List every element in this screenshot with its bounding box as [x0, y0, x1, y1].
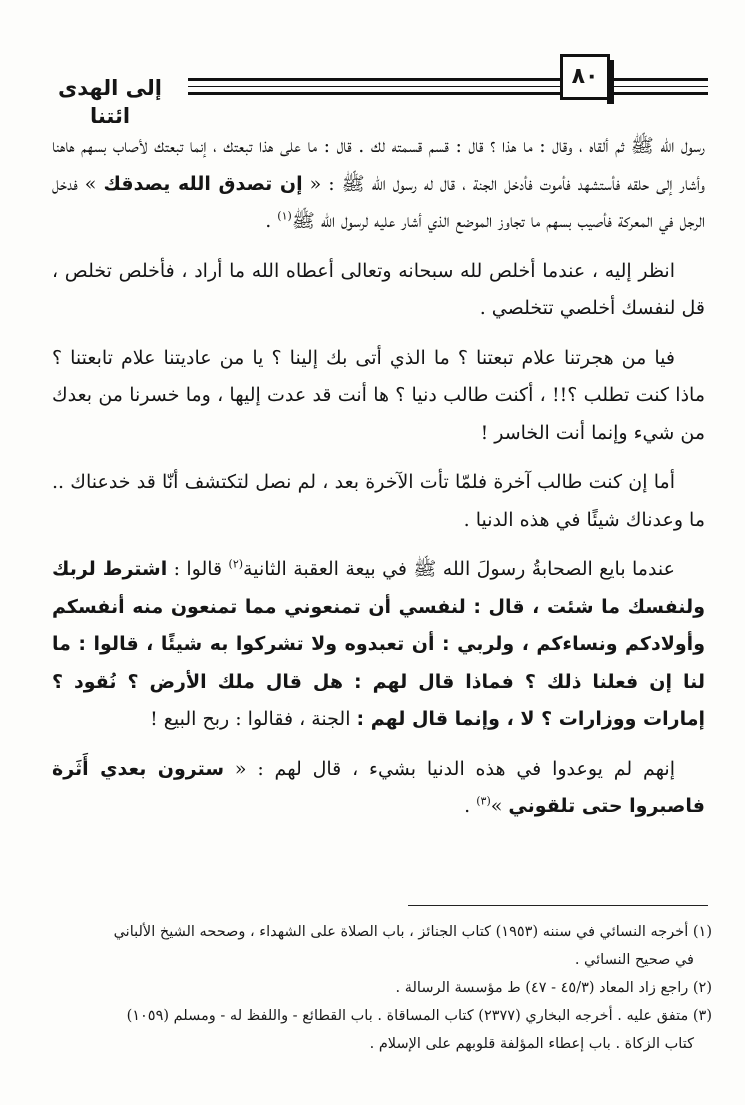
header-rule-left-top — [188, 78, 560, 81]
footnote-marker-2: (٢) — [228, 557, 244, 571]
footnotes — [52, 918, 712, 1058]
paragraph-gap — [52, 739, 705, 751]
paragraph-5 — [52, 551, 705, 739]
paragraph-3: فيا من هجرتنا علام تبعتنا ؟ ما الذي أتى بك إلينا ؟ يا من عاديتنا علام تابعتنا ؟ ماذا كنت تطلب ؟!! ، أكنت طالب دنيا ؟ ها أنت قد عدت إليها ، وما خسرنا من بعدك من شيء وإنما أنت الخاسر ! — [52, 346, 705, 444]
footnote-3-continued: كتاب الزكاة . باب إعطاء المؤلفة قلوبهم على الإسلام . — [369, 1036, 694, 1052]
header-rule-left-mid — [188, 86, 560, 87]
paragraph-1-hadith-quote: إن تصدق الله يصدقك — [103, 172, 303, 195]
main-text — [52, 128, 705, 826]
paragraph-1-text-cont: » فدخل الرجل في المعركة فأصيب بسهم ما تجاوز الموضع الذي أشار عليه لرسول الله ﷺ — [52, 172, 705, 232]
running-title: إلى الهدى ائتنا — [58, 76, 162, 128]
paragraph-5-said: قالوا : — [167, 558, 229, 580]
paragraph-2: انظر إليه ، عندما أخلص لله سبحانه وتعالى أعطاه الله ما أراد ، فأخلص تخلص ، قل لنفسك أخلصي تتخلصي . — [52, 259, 705, 319]
paragraph-gap — [52, 241, 705, 253]
paragraph-4: أما إن كنت طالب آخرة فلمّا تأت الآخرة بعد ، لم نصل لتكتشف أنّا قد خدعناك .. ما وعدناك شيئًا في هذه الدنيا . — [52, 471, 705, 531]
paragraph-5-end: الجنة ، فقالوا : ربح البيع ! — [150, 708, 357, 730]
header-rule-left-bottom — [188, 92, 560, 95]
footnote-marker-1: (١) — [277, 209, 292, 223]
footnote-marker-3: (٣) — [476, 794, 491, 808]
paragraph-6-close-quote: » — [490, 795, 509, 817]
paragraph-5-quote: اشترط لربك ولنفسك ما شئت ، قال : لنفسي أن تمنعوني مما تمنعون منه أنفسكم وأولادكم ونساءكم ، ولربي : أن تعبدوه ولا تشركوا به شيئًا ، قالوا : ما لنا إن فعلنا ذلك ؟ فماذا قال لهم : هل قال ملك الأرض ؟ نُقود ؟ إمارات ووزارات ؟ لا ، وإنما قال لهم : — [52, 558, 705, 730]
paragraph-1-end: . — [265, 210, 278, 232]
header-rule-right-bottom — [613, 92, 708, 95]
paragraph-1-text: رسول الله ﷺ ثم ألقاه ، وقال : ما هذا ؟ قال : قسم قسمته لك . قال : ما على هذا تبعتك ، إنما تبعتك لأصاب بسهم هاهنا وأشار إلى حلقه فأستشهد فأموت فأدخل الجنة ، قال له رسول الله ﷺ : « — [52, 135, 705, 195]
paragraph-6 — [52, 751, 705, 826]
paragraph-gap — [52, 539, 705, 551]
paragraph-5-text: عندما بايع الصحابةُ رسولَ الله ﷺ في بيعة العقبة الثانية — [243, 558, 676, 580]
paragraph-1 — [52, 128, 705, 241]
footnote-3: (٣) متفق عليه . أخرجه البخاري (٢٣٧٧) كتاب المساقاة . باب القطائع - واللفظ له - ومسلم (١٠٥٩) — [126, 1008, 712, 1024]
header-rule-right-top — [613, 78, 708, 81]
paragraph-6-text: إنهم لم يوعدوا في هذه الدنيا بشيء ، قال لهم : « — [224, 757, 675, 780]
header-rule-right-mid — [613, 86, 708, 87]
paragraph-6-hadith-quote: سترون بعدي أَثَرة فاصبروا حتى تلقوني — [52, 757, 705, 817]
footnote-2: (٢) راجع زاد المعاد (٤٥/٣ - ٤٧) ط مؤسسة الرسالة . — [395, 980, 712, 996]
footnote-1: (١) أخرجه النسائي في سننه (١٩٥٣) كتاب الجنائز ، باب الصلاة على الشهداء ، وصححه الشيخ الألباني — [113, 924, 712, 940]
footnote-separator — [408, 905, 708, 906]
page-number: ٨٠ — [571, 64, 599, 89]
paragraph-gap — [52, 328, 705, 340]
footnote-1-continued: في صحيح النسائي . — [574, 952, 694, 968]
paragraph-gap — [52, 452, 705, 464]
paragraph-6-end: . — [464, 795, 477, 817]
